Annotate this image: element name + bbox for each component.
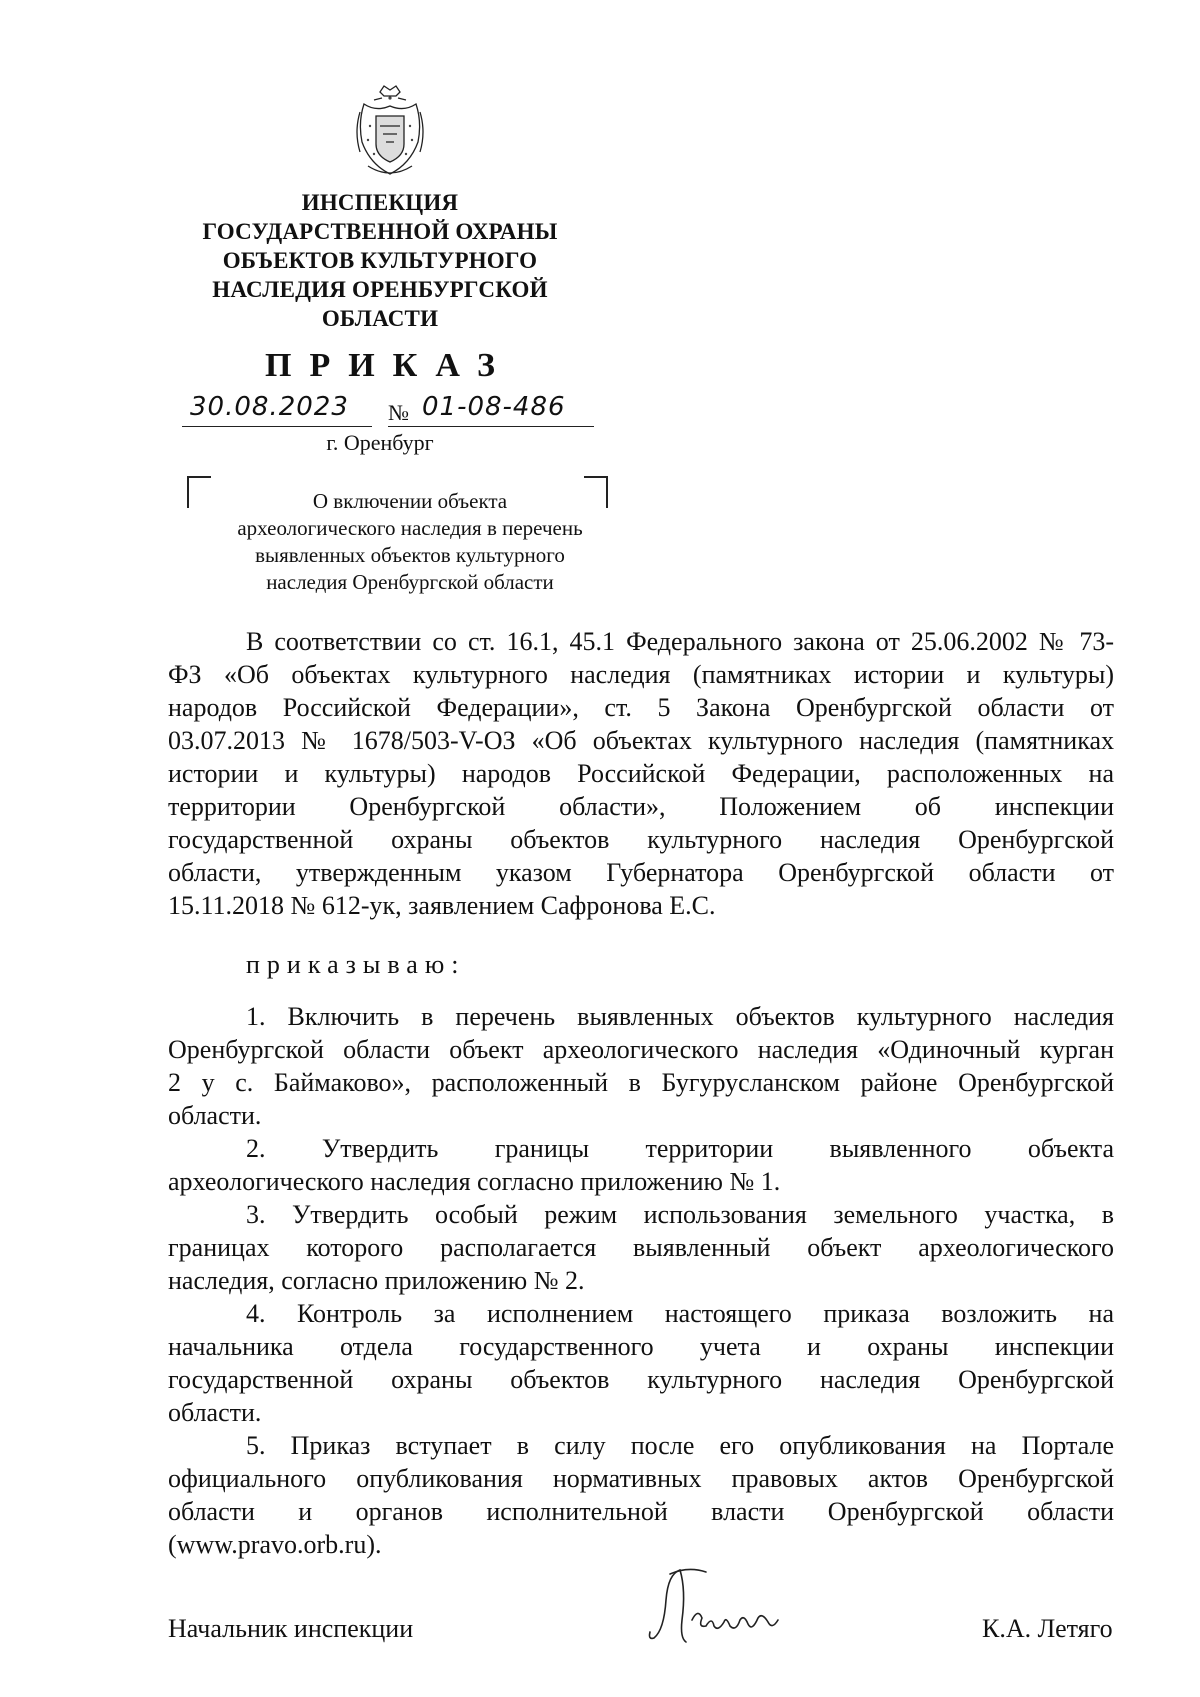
item-line: (www.pravo.orb.ru). xyxy=(168,1530,382,1559)
order-item-3 xyxy=(168,1198,1114,1297)
item-line: Оренбургской области объект археологического наследия «Одиночный курган xyxy=(168,1035,1114,1064)
subject-line: наследия Оренбургской области xyxy=(266,570,554,594)
handwritten-number: 01-08-486 xyxy=(422,392,566,422)
item-line: начальника отдела государственного учета и охраны инспекции xyxy=(168,1332,1114,1361)
preamble xyxy=(168,625,1114,922)
date-number-line xyxy=(182,392,592,428)
preamble-line: 03.07.2013 № 1678/503-V-ОЗ «Об объектах культурного наследия (памятниках xyxy=(168,726,1114,755)
item-line: области. xyxy=(168,1398,262,1427)
handwritten-signature xyxy=(640,1560,840,1660)
item-line: 3. Утвердить особый режим использования земельного участка, в xyxy=(246,1200,1114,1229)
preamble-line: истории и культуры) народов Российской Федерации, расположенных на xyxy=(168,759,1114,788)
subject-line: археологического наследия в перечень xyxy=(237,516,583,540)
order-item-1 xyxy=(168,1000,1114,1132)
preamble-line: государственной охраны объектов культурного наследия Оренбургской xyxy=(168,825,1114,854)
org-line: ИНСПЕКЦИЯ xyxy=(301,190,459,215)
preamble-line: территории Оренбургской области», Положением об инспекции xyxy=(168,792,1114,821)
item-line: государственной охраны объектов культурного наследия Оренбургской xyxy=(168,1365,1114,1394)
item-line: 1. Включить в перечень выявленных объектов культурного наследия xyxy=(246,1002,1114,1031)
item-line: области. xyxy=(168,1101,262,1130)
preamble-line: ФЗ «Об объектах культурного наследия (памятниках истории и культуры) xyxy=(168,660,1114,689)
item-line: 2. Утвердить границы территории выявленного объекта xyxy=(246,1134,1114,1163)
item-line: археологического наследия согласно приложению № 1. xyxy=(168,1167,781,1196)
order-word: приказываю: xyxy=(246,950,466,979)
preamble-line: 15.11.2018 № 612-ук, заявлением Сафронова Е.С. xyxy=(168,891,716,920)
organization-name xyxy=(170,188,590,333)
item-line: 2 у с. Баймаково», расположенный в Бугурусланском районе Оренбургской xyxy=(168,1068,1114,1097)
item-line: наследия, согласно приложению № 2. xyxy=(168,1266,585,1295)
coat-of-arms-emblem xyxy=(350,82,430,182)
document-title: ПРИКАЗ xyxy=(265,347,513,384)
order-item-2 xyxy=(168,1132,1114,1198)
preamble-line: области, утвержденным указом Губернатора Оренбургской области от xyxy=(168,858,1114,887)
order-items xyxy=(168,1000,1114,1561)
document-subject xyxy=(190,488,630,596)
date-underline xyxy=(182,426,372,427)
org-line: ОБЛАСТИ xyxy=(321,306,439,331)
item-line: 4. Контроль за исполнением настоящего приказа возложить на xyxy=(246,1299,1114,1328)
order-item-5 xyxy=(168,1429,1114,1561)
signatory-name: К.А. Летяго xyxy=(982,1614,1113,1643)
org-line: ГОСУДАРСТВЕННОЙ ОХРАНЫ xyxy=(202,219,558,244)
org-line: ОБЪЕКТОВ КУЛЬТУРНОГО xyxy=(222,248,538,273)
item-line: границах которого располагается выявленный объект археологического xyxy=(168,1233,1114,1262)
item-line: официального опубликования нормативных правовых актов Оренбургской xyxy=(168,1464,1114,1493)
order-item-4 xyxy=(168,1297,1114,1429)
signatory-position: Начальник инспекции xyxy=(168,1614,414,1643)
subject-line: О включении объекта xyxy=(312,489,508,513)
item-line: 5. Приказ вступает в силу после его опубликования на Портале xyxy=(246,1431,1114,1460)
preamble-line: В соответствии со ст. 16.1, 45.1 Федерального закона от 25.06.2002 № 73- xyxy=(246,627,1114,656)
org-line: НАСЛЕДИЯ ОРЕНБУРГСКОЙ xyxy=(212,277,548,302)
number-label: № xyxy=(388,400,409,425)
handwritten-date: 30.08.2023 xyxy=(190,392,349,422)
subject-line: выявленных объектов культурного xyxy=(255,543,565,567)
item-line: области и органов исполнительной власти Оренбургской области xyxy=(168,1497,1114,1526)
city: г. Оренбург xyxy=(326,430,434,455)
preamble-line: народов Российской Федерации», ст. 5 Закона Оренбургской области от xyxy=(168,693,1114,722)
number-underline xyxy=(388,426,594,427)
